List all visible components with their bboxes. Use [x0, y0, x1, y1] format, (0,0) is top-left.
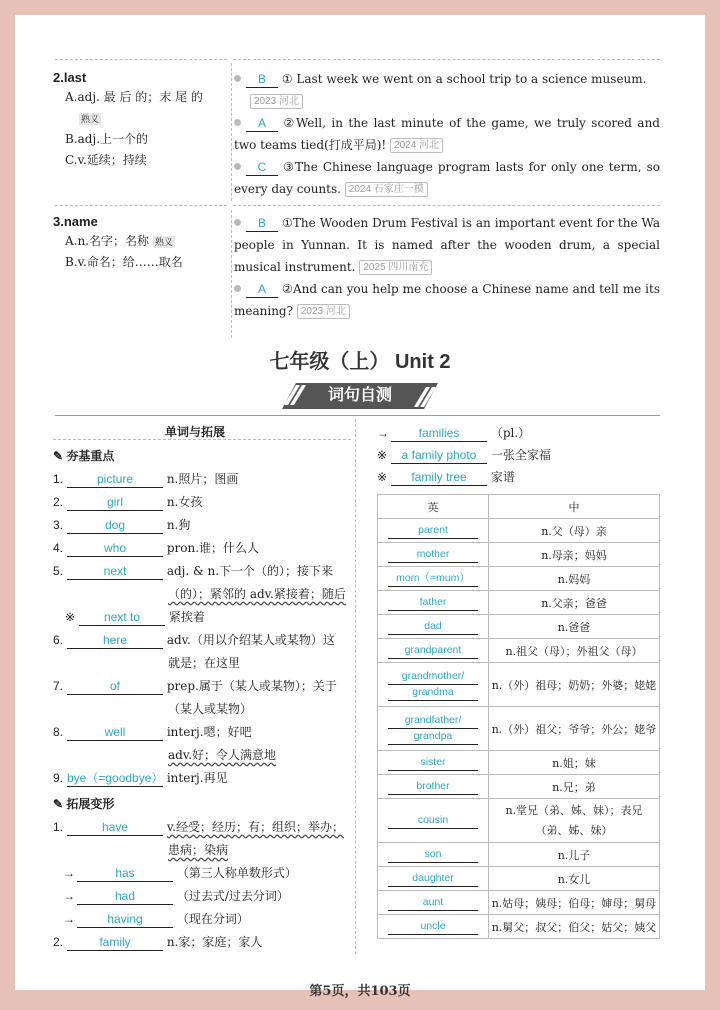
familiar-tag-row — [79, 108, 213, 129]
list-item: 8. well interj.嗯；好吧 — [53, 725, 252, 739]
unit-title: 七年级（上） Unit 2 — [269, 351, 451, 373]
table-row: brother n.兄；弟 — [378, 775, 660, 799]
list-item: 就是；在这里 — [168, 656, 241, 670]
list-item: 患病；染病 — [168, 843, 229, 857]
list-item: 6. here adv.（用以介绍某人或某物）这 — [53, 633, 335, 647]
list-item: → families （pl.） — [377, 426, 531, 440]
table-row: aunt n.姑母；姨母；伯母；婶母；舅母 — [378, 891, 660, 915]
pencil-icon: ✎ — [53, 797, 64, 811]
example: B ① Last week we went on a school trip to a science museum. 2023 河北 — [234, 68, 660, 112]
source-tag: 2024 河北 — [390, 138, 443, 153]
table-row: grandparent n.祖父（母）；外祖父（母） — [378, 639, 660, 663]
source-tag: 2023 河北 — [250, 94, 303, 109]
vocab-entry-last — [53, 70, 213, 171]
section-banner: 词句自测 — [282, 383, 438, 409]
examples-name — [234, 212, 660, 322]
source-tag: 2024 石家庄一模 — [345, 182, 428, 197]
list-item: → having （现在分词） — [63, 912, 249, 926]
list-item: 7. of prep.属于（某人或某物）；关于 — [53, 679, 337, 693]
list-item: ※ next to 紧挨着 — [65, 610, 205, 624]
divider — [233, 59, 660, 60]
example: A ②Well, in the last minute of the game, we truly scored and two teams tied(打成平局)! 2024 河北 — [234, 116, 660, 152]
example: C ③The Chinese language program lasts for only one term, so every day counts. 2024 石家庄一模 — [234, 160, 660, 196]
family-derivatives — [377, 425, 667, 495]
word-list — [53, 471, 353, 811]
page-footer: 第5页，共103页 — [309, 984, 411, 999]
left-heading: 单词与拓展 — [165, 425, 226, 439]
section-extension: ✎ 拓展变形 — [53, 797, 115, 811]
table-row: grandfather/ grandpa n.（外）祖父；爷爷；外公；姥爷 — [378, 707, 660, 751]
definition: A.n.名字；名称 熟义 — [65, 234, 173, 248]
table-header — [378, 495, 660, 519]
definition: B.adj.上一个的 — [65, 132, 149, 146]
list-item: 1. picture n.照片；图画 — [53, 472, 239, 486]
table-row: sister n.姐；妹 — [378, 751, 660, 775]
table-row: daughter n.女儿 — [378, 867, 660, 891]
divider — [55, 205, 227, 206]
table-row: uncle n.舅父；叔父；伯父；姑父；姨父 — [378, 915, 660, 939]
source-tag: 2025 四川南充 — [359, 260, 432, 275]
examples-last — [234, 68, 660, 200]
example: B ①The Wooden Drum Festival is an important event for the Wa people in Yunnan. It is named after the wooden drum, a special musical instrument. 2025 四川南充 — [234, 216, 660, 274]
definition: B.v.命名；给……取名 — [65, 255, 183, 269]
vocab-entry-name: 3.name A.n.名字；名称 熟义 B.v.命名；给……取名 — [53, 214, 213, 273]
list-item: adv.好；令人满意地 — [168, 748, 277, 762]
divider — [233, 205, 660, 206]
list-item: 2. girl n.女孩 — [53, 495, 203, 509]
list-item: 9. bye（=goodbye） interj.再见 — [53, 771, 228, 785]
entry-word: name — [63, 214, 98, 229]
list-item: 2. family n.家；家庭；家人 — [53, 935, 263, 949]
list-item: → has （第三人称单数形式） — [63, 866, 297, 880]
example: A ②And can you help me choose a Chinese name and tell me its meaning? 2023 河北 — [234, 282, 660, 318]
list-item: → had （过去式/过去分词） — [63, 889, 289, 903]
list-item: （某人或某物） — [168, 702, 253, 716]
pencil-icon: ✎ — [53, 449, 64, 463]
page — [15, 15, 705, 990]
divider — [55, 415, 660, 416]
table-row: cousin n.堂兄（弟、姊、妹）；表兄（弟、姊、妹） — [378, 799, 660, 843]
table-row: mom（=mum） n.妈妈 — [378, 567, 660, 591]
list-item: 4. who pron.谁；什么人 — [53, 541, 260, 555]
divider — [231, 63, 232, 201]
table-row: parent n.父（母）亲 — [378, 519, 660, 543]
kinship-table — [377, 494, 660, 939]
table-row: father n.父亲；爸爸 — [378, 591, 660, 615]
entry-word: last — [63, 70, 87, 85]
list-item: （的）；紧邻的 adv.紧接着；随后 — [168, 587, 346, 601]
section-basic: ✎ 夯基重点 — [53, 449, 115, 463]
table-row: mother n.母亲；妈妈 — [378, 543, 660, 567]
divider — [231, 210, 232, 338]
list-item: 5. next adj. & n.下一个（的）；接下来 — [53, 564, 334, 578]
entry-number: 2. — [53, 70, 64, 85]
definition: A.adj. 最 后 的；末 尾 的 — [65, 90, 203, 104]
column-divider — [355, 419, 356, 954]
table-row: dad n.爸爸 — [378, 615, 660, 639]
header-en: 英 — [378, 495, 489, 519]
header-zh: 中 — [489, 495, 660, 519]
list-item: 1. have v.经受；经历；有；组织；举办； — [53, 820, 344, 834]
definition: C.v.延续；持续 — [65, 153, 147, 167]
source-tag: 2023 河北 — [297, 304, 350, 319]
list-item: 3. dog n.狗 — [53, 518, 191, 532]
list-item: ※ family tree 家谱 — [377, 470, 515, 484]
table-row: grandmother/ grandma n.（外）祖母；奶奶；外婆；姥姥 — [378, 663, 660, 707]
divider — [53, 439, 351, 440]
extension-list — [53, 819, 353, 959]
divider — [55, 59, 227, 60]
familiar-tag: 熟义 — [154, 237, 173, 247]
table-row: son n.儿子 — [378, 843, 660, 867]
familiar-tag: 熟义 — [81, 114, 100, 124]
list-item: ※ a family photo 一张全家福 — [377, 448, 551, 462]
